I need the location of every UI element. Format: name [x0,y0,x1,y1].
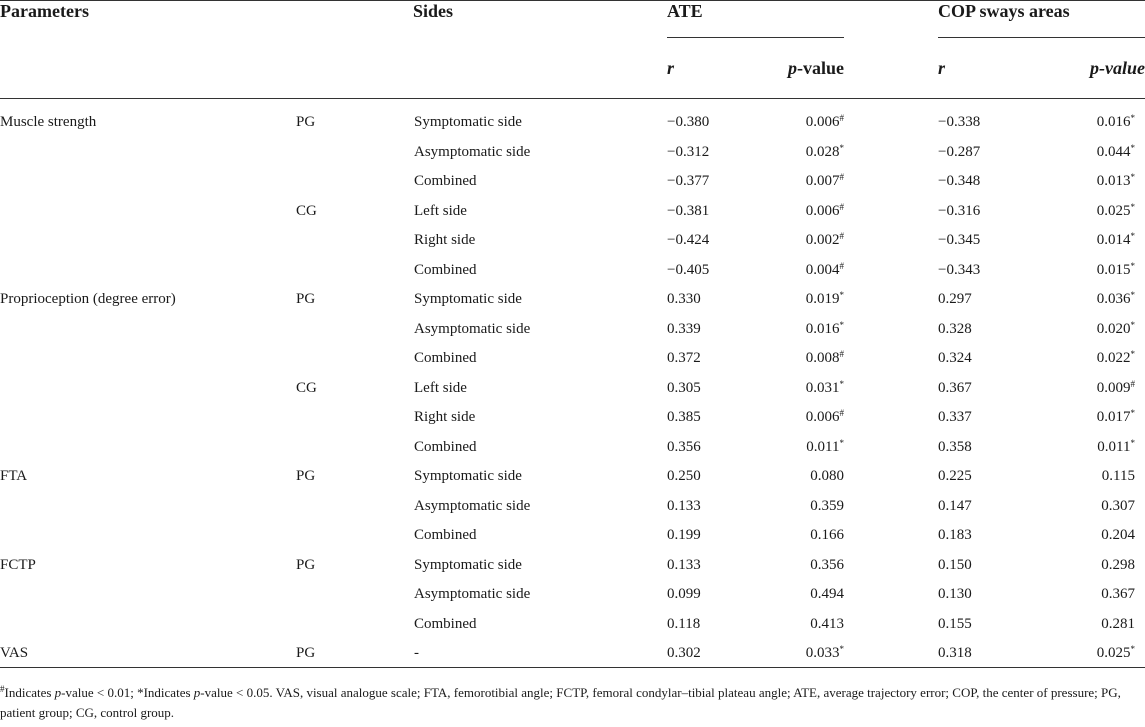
cell-cop-p: 0.013* [1096,172,1135,189]
cell-cop-r: 0.337 [938,409,972,425]
cell-cop-r: 0.358 [938,439,972,455]
cell-side: Combined [414,439,477,455]
cell-side: Combined [414,350,477,366]
cell-ate-p: 0.007# [805,172,844,189]
cop-spanner-rule [938,37,1145,38]
table-footnote: #Indicates p-value < 0.01; *Indicates p-value < 0.05. VAS, visual analogue scale; FTA, femorotibial angle; FCTP, femoral condylar–tibial plateau angle; ATE, average trajectory error; COP, the center of pressure; PG, patient group; CG, control group. [0,684,1121,720]
cell-ate-p: 0.413 [810,616,844,632]
cell-parameter: Proprioception (degree error) [0,291,176,307]
cell-cop-p: 0.016* [1096,113,1135,130]
significance-mark: * [1130,113,1135,123]
cell-side: Asymptomatic side [414,498,531,514]
cell-cop-p: 0.014* [1096,231,1135,248]
cell-parameter: Muscle strength [0,114,97,130]
cell-ate-p: 0.002# [805,231,844,248]
cell-ate-r: −0.312 [667,144,710,160]
cell-side: Symptomatic side [414,468,522,484]
header-rule [0,98,1145,99]
significance-mark: * [839,438,844,448]
cell-group: CG [296,203,317,219]
cell-ate-p: 0.006# [805,408,844,425]
cell-side: Right side [414,409,476,425]
cell-ate-r: 0.356 [667,439,701,455]
cell-cop-r: −0.348 [938,173,981,189]
cell-side: Combined [414,173,477,189]
header-cop-pvalue: p-value [1090,58,1145,78]
cell-ate-p: 0.033* [805,644,844,661]
cell-cop-r: 0.367 [938,380,972,396]
significance-mark: # [839,261,844,271]
cell-ate-r: 0.372 [667,350,701,366]
cell-ate-p: 0.008# [805,349,844,366]
cell-side: Symptomatic side [414,557,522,573]
cell-ate-r: −0.424 [667,232,710,248]
cell-ate-r: −0.377 [667,173,710,189]
cell-cop-r: 0.130 [938,586,972,602]
cell-parameter: VAS [0,645,29,661]
ate-spanner-rule [667,37,844,38]
significance-mark: # [839,349,844,359]
header-sides: Sides [413,1,454,21]
significance-mark: * [1130,438,1135,448]
cell-cop-p: 0.204 [1101,527,1135,543]
significance-mark: # [1130,379,1135,389]
cell-cop-r: 0.183 [938,527,972,543]
header-cop: COP sways areas [938,1,1070,21]
cell-group: PG [296,291,316,307]
cell-ate-p: 0.031* [805,379,844,396]
cell-side: Left side [414,203,467,219]
cell-cop-p: 0.367 [1101,586,1135,602]
significance-mark: * [839,143,844,153]
cell-cop-r: 0.225 [938,468,972,484]
significance-mark: * [839,379,844,389]
cell-ate-p: 0.166 [810,527,844,543]
significance-mark: * [1130,261,1135,271]
significance-mark: * [1130,290,1135,300]
cell-ate-p: 0.004# [805,261,844,278]
cell-side: Asymptomatic side [414,144,531,160]
cell-ate-r: 0.133 [667,557,701,573]
header-ate: ATE [667,1,703,21]
cell-ate-p: 0.006# [805,113,844,130]
cell-cop-r: −0.287 [938,144,981,160]
cell-side: Right side [414,232,476,248]
cell-cop-r: 0.147 [938,498,972,514]
cell-cop-r: −0.345 [938,232,981,248]
cell-ate-r: −0.380 [667,114,710,130]
cell-cop-p: 0.017* [1096,408,1135,425]
cell-cop-p: 0.022* [1096,349,1135,366]
cell-ate-r: 0.330 [667,291,701,307]
cell-cop-p: 0.020* [1096,320,1135,337]
cell-cop-r: 0.328 [938,321,972,337]
cell-ate-r: 0.339 [667,321,701,337]
cell-parameter: FCTP [0,557,36,573]
cell-ate-r: 0.099 [667,586,701,602]
cell-ate-p: 0.019* [805,290,844,307]
cell-ate-p: 0.028* [805,143,844,160]
significance-mark: * [839,644,844,654]
cell-group: PG [296,114,316,130]
significance-mark: # [839,172,844,182]
cell-ate-r: 0.305 [667,380,701,396]
cell-ate-p: 0.494 [810,586,844,602]
cell-cop-p: 0.025* [1096,644,1135,661]
cell-cop-r: −0.338 [938,114,981,130]
significance-mark: * [1130,202,1135,212]
cell-ate-r: −0.405 [667,262,710,278]
cell-side: Combined [414,527,477,543]
cell-ate-p: 0.016* [805,320,844,337]
cell-cop-r: 0.155 [938,616,972,632]
cell-ate-r: 0.250 [667,468,701,484]
cell-group: PG [296,468,316,484]
cell-cop-r: 0.318 [938,645,972,661]
cell-cop-p: 0.025* [1096,202,1135,219]
cell-cop-r: 0.324 [938,350,972,366]
bottom-rule [0,667,1145,668]
cell-cop-p: 0.281 [1101,616,1135,632]
cell-side: Asymptomatic side [414,586,531,602]
significance-mark: * [1130,231,1135,241]
cell-cop-r: −0.316 [938,203,981,219]
significance-mark: # [839,113,844,123]
cell-ate-p: 0.359 [810,498,844,514]
significance-mark: * [1130,320,1135,330]
cell-cop-p: 0.044* [1096,143,1135,160]
significance-mark: * [1130,172,1135,182]
cell-cop-p: 0.036* [1096,290,1135,307]
cell-group: PG [296,645,316,661]
cell-side: - [414,645,419,661]
cell-cop-r: 0.297 [938,291,972,307]
cell-side: Combined [414,262,477,278]
significance-mark: * [1130,349,1135,359]
significance-mark: * [1130,644,1135,654]
cell-side: Asymptomatic side [414,321,531,337]
significance-mark: # [839,202,844,212]
cell-cop-p: 0.298 [1101,557,1135,573]
cell-side: Left side [414,380,467,396]
cell-ate-r: 0.385 [667,409,701,425]
cell-cop-p: 0.009# [1096,379,1135,396]
cell-parameter: FTA [0,468,28,484]
significance-mark: * [839,290,844,300]
cell-ate-p: 0.011* [806,438,844,455]
cell-cop-p: 0.307 [1101,498,1135,514]
cell-cop-r: 0.150 [938,557,972,573]
header-cop-r: r [938,58,946,78]
significance-mark: # [839,231,844,241]
cell-ate-p: 0.006# [805,202,844,219]
header-ate-pvalue: p-value [788,58,844,78]
significance-mark: * [1130,143,1135,153]
cell-ate-r: 0.199 [667,527,701,543]
cell-cop-p: 0.011* [1097,438,1135,455]
significance-mark: # [839,408,844,418]
cell-ate-r: 0.302 [667,645,701,661]
cell-side: Symptomatic side [414,291,522,307]
cell-ate-r: 0.133 [667,498,701,514]
cell-cop-r: −0.343 [938,262,981,278]
cell-group: CG [296,380,317,396]
cell-side: Symptomatic side [414,114,522,130]
cell-ate-r: −0.381 [667,203,710,219]
cell-ate-p: 0.356 [810,557,844,573]
header-parameters: Parameters [0,1,89,21]
cell-ate-r: 0.118 [667,616,701,632]
cell-side: Combined [414,616,477,632]
cell-cop-p: 0.015* [1096,261,1135,278]
significance-mark: * [839,320,844,330]
significance-mark: * [1130,408,1135,418]
cell-ate-p: 0.080 [810,468,844,484]
header-ate-r: r [667,58,675,78]
cell-cop-p: 0.115 [1101,468,1135,484]
cell-group: PG [296,557,316,573]
